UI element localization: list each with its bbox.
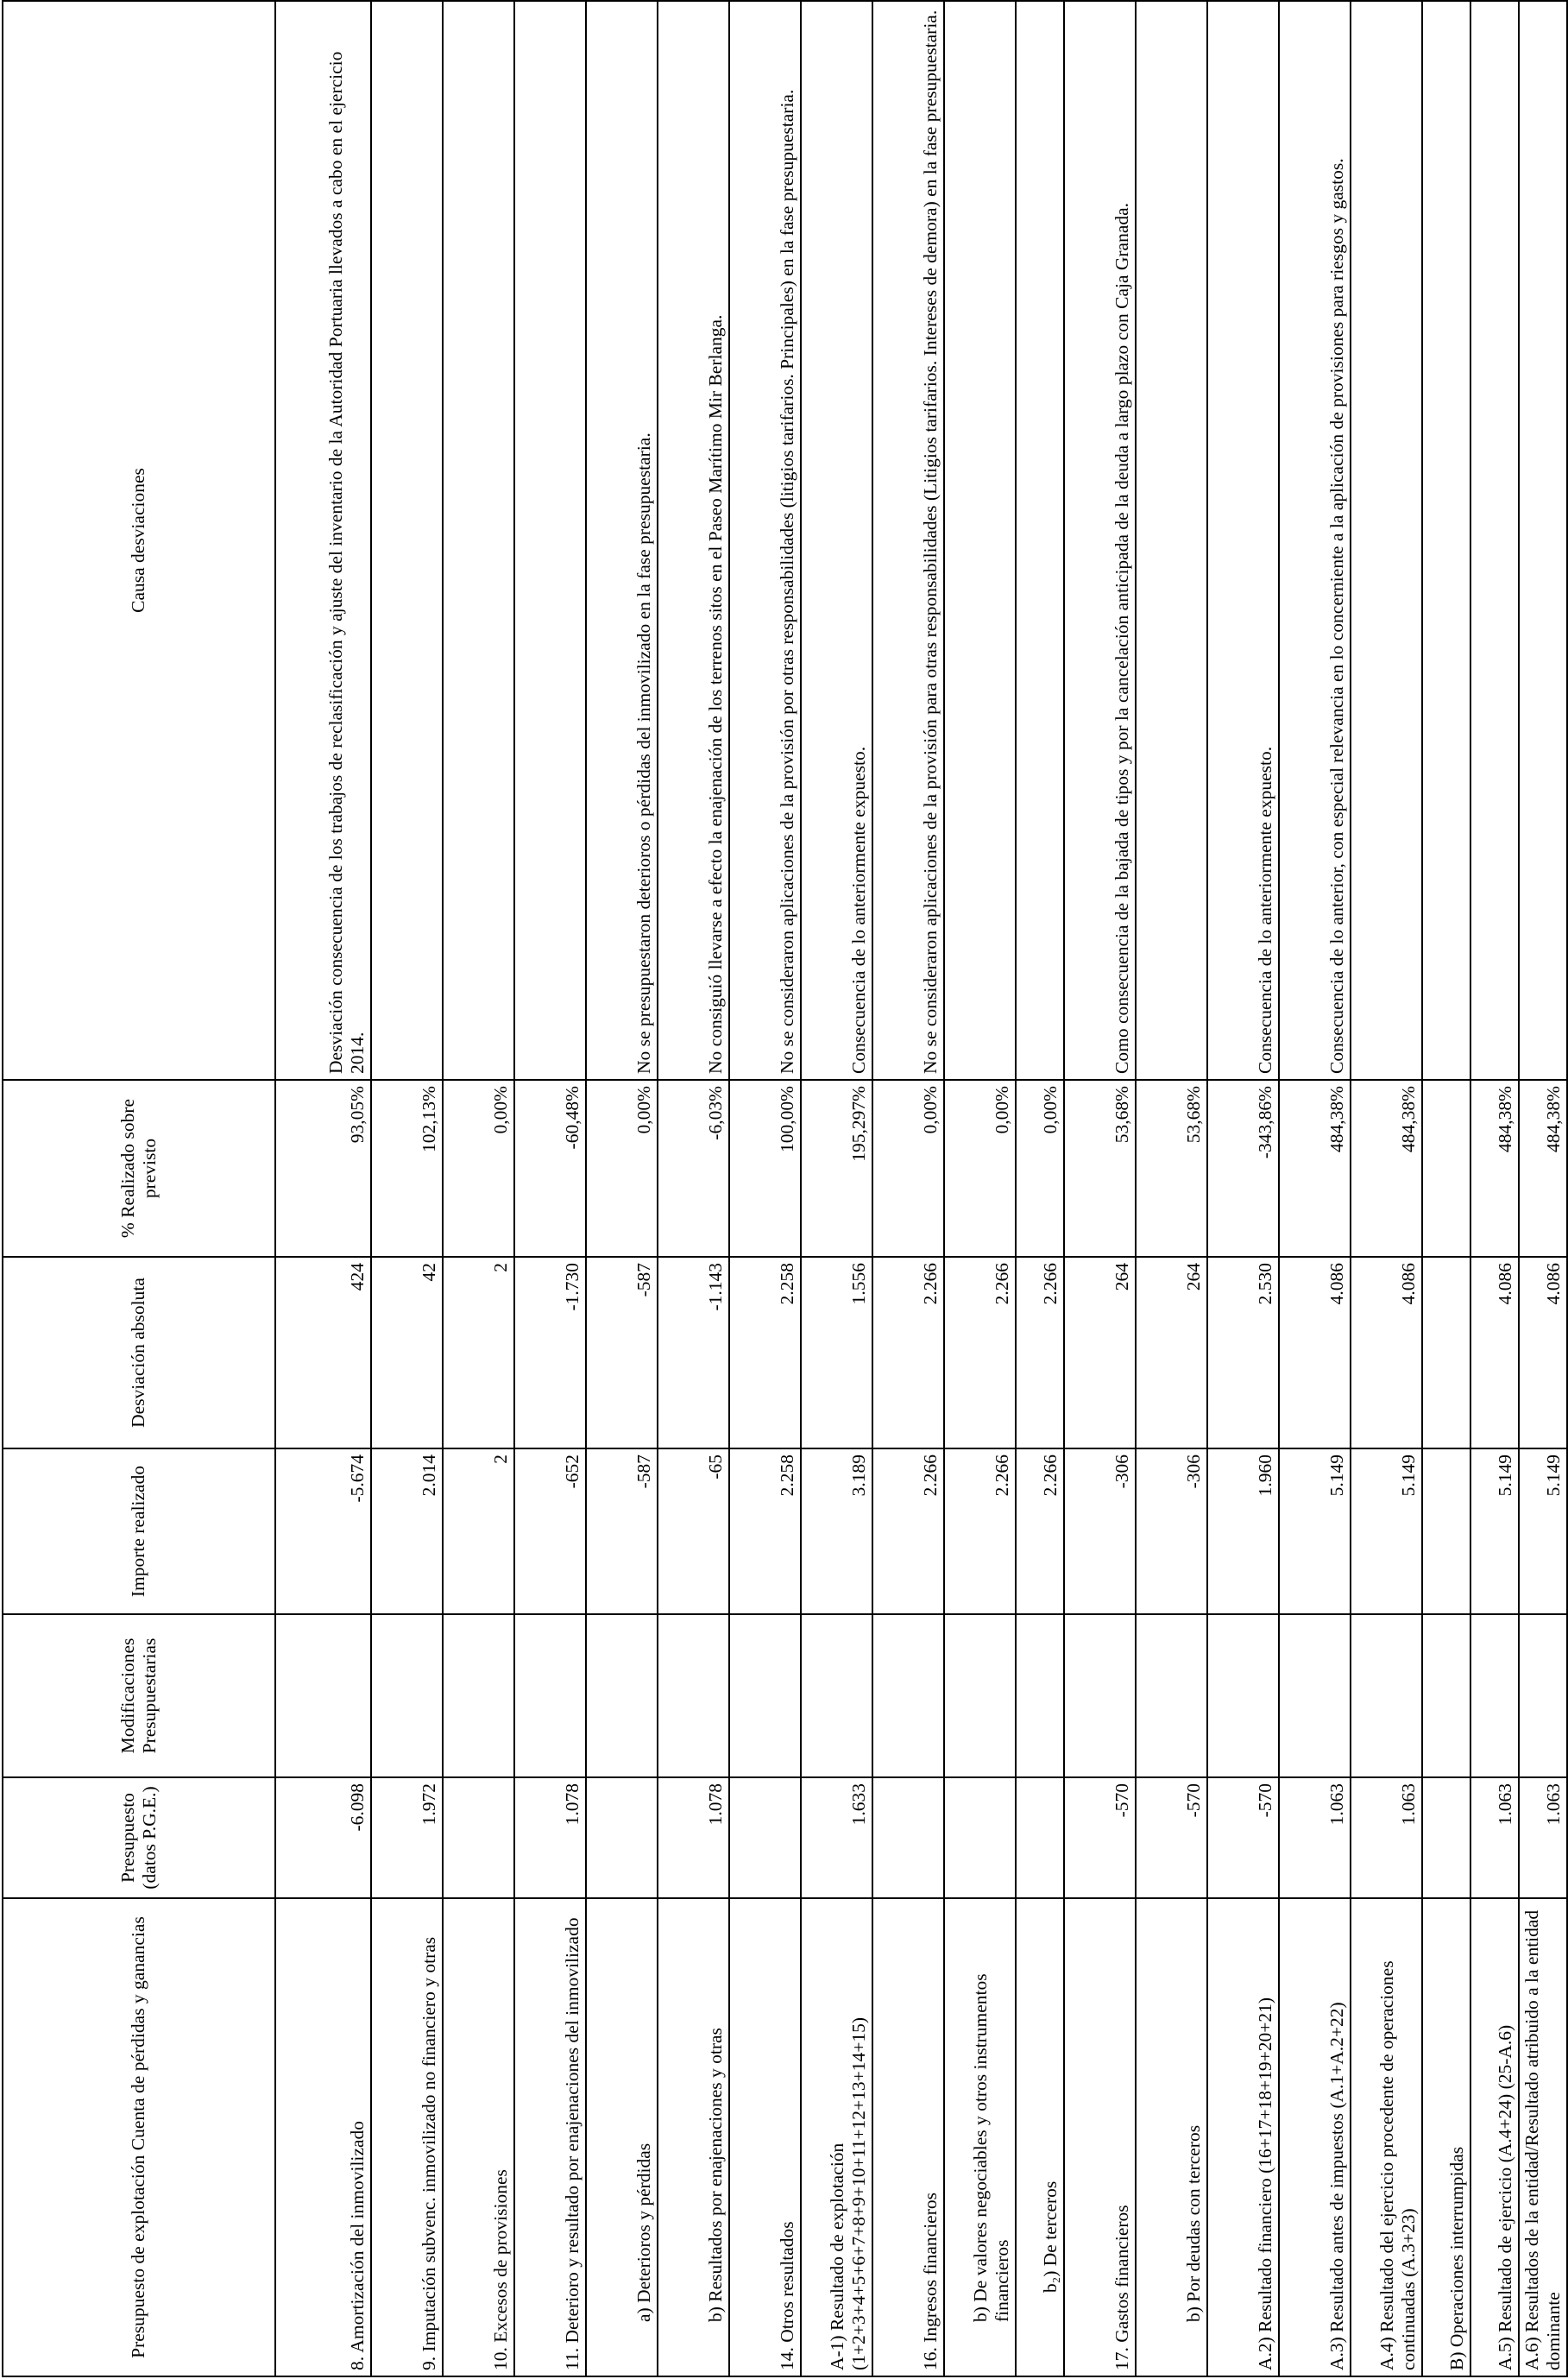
row-cause	[371, 1, 443, 1080]
row-deviation: 42	[371, 1257, 443, 1448]
row-budget: 1.063	[1470, 1777, 1519, 1898]
table-row	[1519, 1, 1567, 2376]
row-pct: -60,48%	[514, 1080, 586, 1257]
row-deviation: -1.143	[658, 1257, 729, 1448]
row-cause	[944, 1, 1016, 1080]
row-budget: -570	[1064, 1777, 1136, 1898]
row-budget	[944, 1777, 1016, 1898]
row-deviation: 424	[275, 1257, 371, 1448]
row-cause	[1016, 1, 1064, 1080]
table-row	[1016, 1, 1064, 2376]
row-pct: 53,68%	[1136, 1080, 1207, 1257]
row-modifications	[1351, 1614, 1422, 1777]
row-modifications	[443, 1614, 514, 1777]
row-budget: -6.098	[275, 1777, 371, 1898]
row-deviation: 2	[443, 1257, 514, 1448]
row-deviation: 4.086	[1470, 1257, 1519, 1448]
row-budget	[443, 1777, 514, 1898]
row-realized: 2.266	[944, 1448, 1016, 1614]
row-realized	[1422, 1448, 1470, 1614]
table-row	[586, 1, 658, 2376]
row-cause	[1351, 1, 1422, 1080]
row-realized: -306	[1064, 1448, 1136, 1614]
row-modifications	[1136, 1614, 1207, 1777]
row-cause: Consecuencia de lo anteriormente expuesto.	[1207, 1, 1279, 1080]
table-row	[1422, 1, 1470, 2376]
table-row	[658, 1, 729, 2376]
row-concept: b) Resultados por enajenaciones y otras	[658, 1898, 729, 2376]
row-concept: B) Operaciones interrumpidas	[1422, 1898, 1470, 2376]
row-deviation: 2.266	[944, 1257, 1016, 1448]
row-concept: 16. Ingresos financieros	[872, 1898, 944, 2376]
table-row	[1470, 1, 1519, 2376]
table-row	[801, 1, 872, 2376]
row-deviation: 4.086	[1351, 1257, 1422, 1448]
row-realized: -306	[1136, 1448, 1207, 1614]
row-concept: b₂) De terceros	[1016, 1898, 1064, 2376]
row-budget: 1.063	[1279, 1777, 1351, 1898]
row-concept: A.2) Resultado financiero (16+17+18+19+20+21)	[1207, 1898, 1279, 2376]
row-budget	[1422, 1777, 1470, 1898]
row-budget: 1.972	[371, 1777, 443, 1898]
header-modifications: Modificaciones Presupuestarias	[3, 1614, 275, 1777]
budget-deviation-table	[2, 0, 1568, 2377]
row-pct: 0,00%	[944, 1080, 1016, 1257]
row-realized: 5.149	[1279, 1448, 1351, 1614]
row-budget: 1.078	[514, 1777, 586, 1898]
header-deviation: Desviación absoluta	[3, 1257, 275, 1448]
row-realized: 5.149	[1519, 1448, 1567, 1614]
row-budget: 1.633	[801, 1777, 872, 1898]
row-realized: 3.189	[801, 1448, 872, 1614]
row-budget	[872, 1777, 944, 1898]
row-modifications	[729, 1614, 801, 1777]
row-modifications	[658, 1614, 729, 1777]
table-row	[729, 1, 801, 2376]
row-concept: a) Deterioros y pérdidas	[586, 1898, 658, 2376]
row-cause: Desviación consecuencia de los trabajos de reclasificación y ajuste del inventario de la Autoridad Portuaria llevados a cabo en el ejercicio 2014.	[275, 1, 371, 1080]
row-concept: A.3) Resultado antes de impuestos (A.1+A.2+22)	[1279, 1898, 1351, 2376]
table-row	[944, 1, 1016, 2376]
row-realized: -5.674	[275, 1448, 371, 1614]
row-budget: -570	[1207, 1777, 1279, 1898]
row-pct: 93,05%	[275, 1080, 371, 1257]
row-modifications	[1422, 1614, 1470, 1777]
row-realized: 2.014	[371, 1448, 443, 1614]
row-deviation: 4.086	[1519, 1257, 1567, 1448]
row-deviation: -587	[586, 1257, 658, 1448]
table-row	[1351, 1, 1422, 2376]
row-modifications	[1207, 1614, 1279, 1777]
row-realized: -587	[586, 1448, 658, 1614]
row-concept: b) De valores negociables y otros instrumentos financieros	[944, 1898, 1016, 2376]
header-row	[3, 1, 275, 2376]
row-concept: A-1) Resultado de explotación (1+2+3+4+5+6+7+8+9+10+11+12+13+14+15)	[801, 1898, 872, 2376]
row-concept: A.6) Resultados de la entidad/Resultado atribuido a la entidad dominante	[1519, 1898, 1567, 2376]
row-pct: 100,00%	[729, 1080, 801, 1257]
row-realized: 1.960	[1207, 1448, 1279, 1614]
row-pct: 484,38%	[1279, 1080, 1351, 1257]
row-pct: -6,03%	[658, 1080, 729, 1257]
row-pct: 53,68%	[1064, 1080, 1136, 1257]
table-row	[443, 1, 514, 2376]
row-budget: -570	[1136, 1777, 1207, 1898]
row-modifications	[1470, 1614, 1519, 1777]
row-modifications	[1016, 1614, 1064, 1777]
row-pct: -343,86%	[1207, 1080, 1279, 1257]
row-cause	[1519, 1, 1567, 1080]
row-realized: 5.149	[1351, 1448, 1422, 1614]
row-realized: 2.258	[729, 1448, 801, 1614]
row-budget: 1.063	[1351, 1777, 1422, 1898]
row-deviation: 4.086	[1279, 1257, 1351, 1448]
row-deviation: 264	[1136, 1257, 1207, 1448]
table-row	[371, 1, 443, 2376]
header-cause: Causa desviaciones	[3, 1, 275, 1080]
row-modifications	[586, 1614, 658, 1777]
table-row	[1136, 1, 1207, 2376]
row-cause	[1470, 1, 1519, 1080]
row-pct: 102,13%	[371, 1080, 443, 1257]
row-pct: 0,00%	[443, 1080, 514, 1257]
row-realized: 2	[443, 1448, 514, 1614]
row-pct: 0,00%	[586, 1080, 658, 1257]
row-deviation: 2.266	[1016, 1257, 1064, 1448]
table-row	[275, 1, 371, 2376]
row-concept: 10. Excesos de provisiones	[443, 1898, 514, 2376]
row-concept: A.4) Resultado del ejercicio procedente de operaciones continuadas (A.3+23)	[1351, 1898, 1422, 2376]
row-cause: No consiguió llevarse a efecto la enajenación de los terrenos sitos en el Paseo Marítimo Mir Berlanga.	[658, 1, 729, 1080]
row-pct: 484,38%	[1519, 1080, 1567, 1257]
row-deviation: 2.266	[872, 1257, 944, 1448]
row-realized: 2.266	[872, 1448, 944, 1614]
row-deviation: 264	[1064, 1257, 1136, 1448]
row-concept: 8. Amortización del inmovilizado	[275, 1898, 371, 2376]
row-cause: Como consecuencia de la bajada de tipos y por la cancelación anticipada de la deuda a largo plazo con Caja Granada.	[1064, 1, 1136, 1080]
row-modifications	[944, 1614, 1016, 1777]
row-cause: No se presupuestaron deterioros o pérdidas del inmovilizado en la fase presupuestaria.	[586, 1, 658, 1080]
row-concept: 9. Imputación subvenc. inmovilizado no financiero y otras	[371, 1898, 443, 2376]
row-modifications	[371, 1614, 443, 1777]
row-concept: b) Por deudas con terceros	[1136, 1898, 1207, 2376]
row-cause: No se consideraron aplicaciones de la provisión para otras responsabilidades (Litigios tarifarios. Intereses de demora) en la fase presupuestaria.	[872, 1, 944, 1080]
row-cause: Consecuencia de lo anterior, con especial relevancia en lo concerniente a la aplicación de provisiones para riesgos y gastos.	[1279, 1, 1351, 1080]
row-pct: 0,00%	[1016, 1080, 1064, 1257]
row-realized: 2.266	[1016, 1448, 1064, 1614]
row-concept: 14. Otros resultados	[729, 1898, 801, 2376]
table-row	[1207, 1, 1279, 2376]
row-budget: 1.078	[658, 1777, 729, 1898]
header-pct: % Realizado sobre previsto	[3, 1080, 275, 1257]
row-pct	[1422, 1080, 1470, 1257]
row-deviation	[1422, 1257, 1470, 1448]
row-cause	[443, 1, 514, 1080]
row-deviation: 2.258	[729, 1257, 801, 1448]
header-realized: Importe realizado	[3, 1448, 275, 1614]
row-budget	[586, 1777, 658, 1898]
table-row	[872, 1, 944, 2376]
row-pct: 0,00%	[872, 1080, 944, 1257]
row-cause: No se consideraron aplicaciones de la provisión por otras responsabilidades (litigios tarifarios. Principales) en la fase presupuestaria.	[729, 1, 801, 1080]
header-budget: Presupuesto (datos P.G.E.)	[3, 1777, 275, 1898]
row-deviation: 1.556	[801, 1257, 872, 1448]
table-row	[1279, 1, 1351, 2376]
row-modifications	[1519, 1614, 1567, 1777]
row-modifications	[1064, 1614, 1136, 1777]
row-concept: A.5) Resultado de ejercicio (A.4+24) (25-A.6)	[1470, 1898, 1519, 2376]
header-concept: Presupuesto de explotación Cuenta de pérdidas y ganancias	[3, 1898, 275, 2376]
row-deviation: 2.530	[1207, 1257, 1279, 1448]
row-pct: 484,38%	[1351, 1080, 1422, 1257]
row-budget	[729, 1777, 801, 1898]
row-cause: Consecuencia de lo anteriormente expuesto.	[801, 1, 872, 1080]
table-row	[514, 1, 586, 2376]
row-pct: 195,297%	[801, 1080, 872, 1257]
row-budget	[1016, 1777, 1064, 1898]
row-modifications	[275, 1614, 371, 1777]
row-modifications	[1279, 1614, 1351, 1777]
row-pct: 484,38%	[1470, 1080, 1519, 1257]
row-modifications	[514, 1614, 586, 1777]
row-cause	[1422, 1, 1470, 1080]
row-modifications	[872, 1614, 944, 1777]
row-realized: 5.149	[1470, 1448, 1519, 1614]
row-modifications	[801, 1614, 872, 1777]
row-cause	[1136, 1, 1207, 1080]
row-concept: 11. Deterioro y resultado por enajenaciones del inmovilizado	[514, 1898, 586, 2376]
row-realized: -65	[658, 1448, 729, 1614]
row-cause	[514, 1, 586, 1080]
row-deviation: -1.730	[514, 1257, 586, 1448]
row-realized: -652	[514, 1448, 586, 1614]
table-row	[1064, 1, 1136, 2376]
row-budget: 1.063	[1519, 1777, 1567, 1898]
row-concept: 17. Gastos financieros	[1064, 1898, 1136, 2376]
